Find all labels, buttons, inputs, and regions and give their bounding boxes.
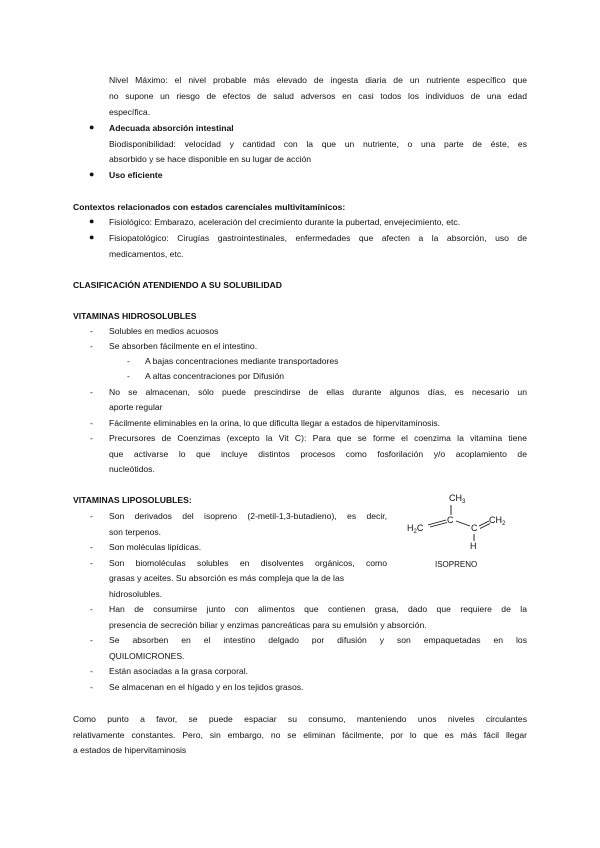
conclusion-line-1: Como punto a favor, se puede espaciar su consumo, manteniendo unos niveles circulantes	[73, 714, 527, 724]
clasificacion-heading: CLASIFICACIÓN ATENDIENDO A SU SOLUBILIDAD	[73, 280, 282, 290]
bullet-icon: ●	[89, 169, 95, 179]
dash-marker: -	[90, 542, 93, 552]
nivel-maximo-line-2: no supone un riesgo de efectos de salud adversos en casi todos los individuos de una edad	[109, 91, 527, 101]
bullet-icon: ●	[89, 232, 95, 242]
bullet-icon: ●	[89, 216, 95, 226]
dash-marker: -	[127, 356, 130, 366]
lipo-biomoleculas-line-3: hidrosolubles.	[109, 589, 163, 599]
lipo-derivados-line-2: son terpenos.	[109, 527, 162, 537]
dash-marker: -	[90, 511, 93, 521]
biodisponibilidad-line-1: Biodisponibilidad: velocidad y cantidad con la que un nutriente, o una parte de éste, es	[109, 139, 527, 149]
isoprene-h2c-label: $H_2C$	[407, 523, 424, 535]
uso-eficiente-title: Uso eficiente	[109, 170, 163, 180]
hidro-eliminables: Fácilmente eliminables en la orina, lo que dificulta llegar a estados de hipervitaminosis.	[109, 418, 441, 428]
dash-marker: -	[127, 371, 130, 381]
lipo-biomoleculas-line-1: Son biomoléculas solubles en disolventes orgánicos, como	[109, 558, 387, 568]
lipo-delgado-line-2: QUILOMICRONES.	[109, 651, 185, 661]
isoprene-bond-center	[456, 521, 470, 526]
dash-marker: -	[90, 387, 93, 397]
liposolubles-heading: VITAMINAS LIPOSOLUBLES:	[73, 495, 192, 505]
lipo-asociadas: Están asociadas a la grasa corporal.	[109, 666, 249, 676]
isoprene-bond-left	[428, 520, 446, 525]
hidro-precursores-line-1: Precursores de Coenzimas (excepto la Vit C): Para que se forme el coenzima la vitamina tiene	[109, 433, 527, 443]
hidro-almacenan-line-1: No se almacenan, sólo puede prescindirse de ellas durante algunos días, es necesario un	[109, 387, 527, 397]
lipo-almacenan: Se almacenan en el hígado y en los tejidos grasos.	[109, 682, 304, 692]
nivel-maximo-line-1: Nivel Máximo: el nivel probable más elevado de ingesta diaria de un nutriente específico que	[109, 75, 527, 85]
dash-marker: -	[90, 604, 93, 614]
lipo-lipidicas: Son moléculas lipídicas.	[109, 542, 202, 552]
contexto-fisiopatologico-line-1: Fisiopatológico: Cirugías gastrointestinales, enfermedades que afecten a la absorción, uso de	[109, 233, 527, 243]
dash-marker: -	[90, 326, 93, 336]
dash-marker: -	[90, 558, 93, 568]
dash-marker: -	[90, 433, 93, 443]
hidro-precursores-line-2: que activarse lo que incluye distintos procesos como fosforilación y/o acoplamiento de	[109, 449, 527, 459]
bullet-icon: ●	[89, 122, 95, 132]
adecuada-absorcion-title: Adecuada absorción intestinal	[109, 123, 234, 133]
isoprene-ch3-label: $CH_3$	[449, 493, 466, 505]
lipo-consumirse-line-1: Han de consumirse junto con alimentos que contienen grasa, dado que requiere de la	[109, 604, 527, 614]
conclusion-line-3: a estados de hipervitaminosis	[73, 745, 187, 755]
isoprene-structure-diagram	[405, 486, 525, 578]
contexto-fisiologico: Fisiológico: Embarazo, aceleración del crecimiento durante la pubertad, envejecimiento, etc.	[109, 217, 461, 227]
dash-marker: -	[90, 682, 93, 692]
dash-marker: -	[90, 666, 93, 676]
hidrosolubles-heading: VITAMINAS HIDROSOLUBLES	[73, 311, 197, 321]
dash-marker: -	[90, 418, 93, 428]
dash-marker: -	[90, 635, 93, 645]
contextos-heading: Contextos relacionados con estados carenciales multivitamínicos:	[73, 202, 346, 212]
nivel-maximo-line-3: específica.	[109, 107, 151, 117]
hidro-precursores-line-3: nucleótidos.	[109, 464, 155, 474]
dash-marker: -	[90, 341, 93, 351]
biodisponibilidad-line-2: absorbido y se hace disponible en su lugar de acción	[109, 154, 312, 164]
lipo-delgado-line-1: Se absorben en el intestino delgado por difusión y son empaquetadas en los	[109, 635, 527, 645]
hidro-sub-bajas: A bajas concentraciones mediante transportadores	[145, 356, 339, 366]
lipo-biomoleculas-line-2: grasas y aceites. Su absorción es más compleja que la de las	[109, 573, 345, 583]
hidro-sub-altas: A altas concentraciones por Difusión	[145, 371, 285, 381]
contexto-fisiopatologico-line-2: medicamentos, etc.	[109, 249, 184, 259]
hidro-almacenan-line-2: aporte regular	[109, 402, 163, 412]
isoprene-c2-label: C	[471, 523, 478, 533]
isoprene-caption: ISOPRENO	[435, 560, 478, 569]
lipo-consumirse-line-2: presencia de secreción biliar y enzimas pancreáticas para su emulsión y absorción.	[109, 620, 427, 630]
isoprene-ch2-label: $CH_2$	[489, 515, 506, 527]
conclusion-line-2: relativamente constantes. Pero, sin embargo, no se eliminan fácilmente, por lo que es más fácil llegar	[73, 730, 527, 740]
hidro-absorben: Se absorben fácilmente en el intestino.	[109, 341, 258, 351]
isoprene-h-label: H	[470, 541, 477, 551]
isoprene-c-label: C	[447, 515, 454, 525]
hidro-solubles: Solubles en medios acuosos	[109, 326, 219, 336]
isoprene-bond-left-double	[430, 523, 447, 528]
lipo-derivados-line-1: Son derivados del isopreno (2-metil-1,3-butadieno), es decir,	[109, 511, 387, 521]
